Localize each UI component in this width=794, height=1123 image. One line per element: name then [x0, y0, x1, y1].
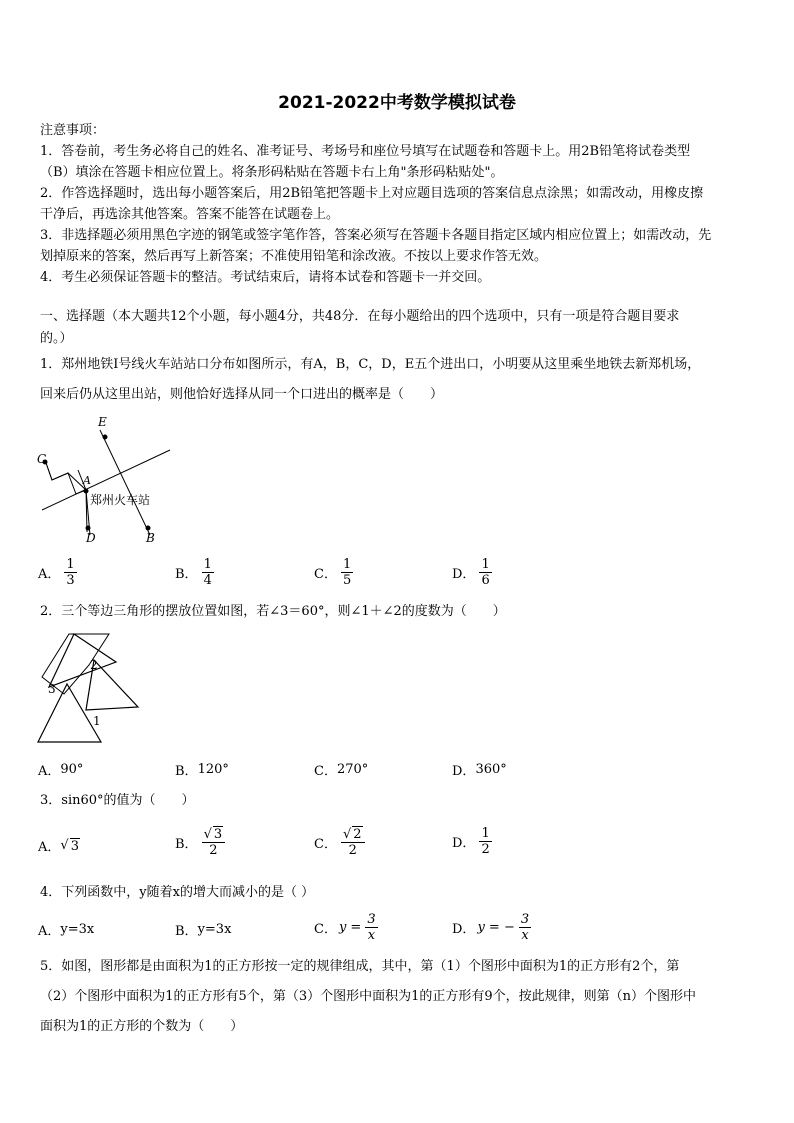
fraction	[479, 557, 491, 588]
label-E: E	[98, 415, 107, 429]
option-letter: C．	[314, 764, 337, 779]
question-5-text-cont: 面积为1的正方形的个数为（ ）	[40, 1019, 244, 1034]
q2-option-a	[38, 760, 83, 779]
q3-option-c	[314, 826, 365, 858]
numerator: 1	[481, 557, 490, 572]
fraction	[341, 826, 365, 858]
option-text: 90°	[60, 762, 84, 777]
option-text: y=3x	[60, 922, 95, 937]
q1-option-c	[314, 557, 353, 588]
q4-option-c	[314, 912, 378, 943]
angle-2-label: 2	[90, 658, 98, 672]
equation-lhs: y = −	[477, 920, 515, 935]
fraction	[64, 557, 76, 588]
notice-line: 1．答卷前，考生务必将自己的姓名、准考证号、考场号和座位号填写在试题卷和答题卡上。用2B铅笔将试卷类型	[40, 144, 691, 159]
option-letter: D．	[452, 567, 476, 582]
fraction	[479, 826, 491, 857]
q4-option-d	[452, 912, 531, 943]
option-letter: D．	[452, 764, 476, 779]
numerator: 1	[203, 557, 212, 572]
option-text: 270°	[336, 762, 369, 777]
option-text: y=3x	[197, 922, 232, 937]
fraction	[202, 826, 226, 858]
q2-option-d	[452, 760, 507, 779]
denominator: 6	[481, 573, 490, 588]
question-1-text-cont: 回来后仍从这里出站，则他恰好选择从同一个口进出的概率是（ ）	[40, 387, 444, 402]
q3-option-b	[175, 826, 225, 858]
angle-3-label: 3	[48, 682, 56, 696]
triangles-figure	[34, 632, 144, 747]
question-5-text: 5．如图，图形都是由面积为1的正方形按一定的规律组成，其中，第（1）个图形中面积为1的正方形有2个，第	[40, 959, 680, 974]
q2-option-b	[175, 760, 229, 779]
page-title: 2021-2022中考数学模拟试卷	[278, 93, 516, 113]
option-text: 120°	[197, 762, 229, 777]
radicand: 3	[213, 827, 223, 842]
q1-option-a	[38, 557, 77, 588]
numerator: 1	[66, 557, 75, 572]
option-letter: C．	[314, 922, 337, 937]
question-1-text: 1．郑州地铁Ⅰ号线火车站站口分布如图所示，有A，B，C，D，E五个进出口，小明要从这里乘坐地铁去新郑机场，	[40, 357, 701, 372]
q4-option-a	[38, 920, 94, 939]
option-letter: A．	[38, 840, 61, 855]
label-D: D	[86, 531, 96, 545]
equation-lhs: y =	[338, 920, 362, 935]
question-3-text: 3．sin60°的值为（ ）	[40, 793, 195, 808]
option-letter: B．	[175, 764, 198, 779]
notice-block	[40, 120, 760, 288]
notice-line: 划掉原来的答案，然后再写上新答案；不准使用铅笔和涂改液。不按以上要求作答无效。	[40, 249, 548, 264]
section-heading: 一、选择题（本大题共12个小题，每小题4分，共48分．在每小题给出的四个选项中，只有一项是符合题目要求	[40, 309, 680, 324]
notice-line: 4．考生必须保证答题卡的整洁。考试结束后，请将本试卷和答题卡一并交回。	[40, 270, 491, 285]
question-2-text: 2．三个等边三角形的摆放位置如图，若∠3＝60°，则∠1＋∠2的度数为（ ）	[40, 604, 506, 619]
numerator: √ 2	[341, 826, 365, 843]
radicand: 3	[70, 838, 79, 854]
option-letter: C．	[314, 836, 337, 852]
q3-option-a	[38, 836, 80, 855]
notice-line: （B）填涂在答题卡相应位置上。将条形码粘贴在答题卡右上角"条形码粘贴处"。	[40, 165, 504, 180]
q3-option-d	[452, 826, 492, 857]
label-C: C	[37, 452, 47, 466]
denominator: 2	[481, 842, 490, 857]
denominator: 5	[342, 573, 352, 588]
option-letter: C．	[314, 567, 337, 582]
fraction	[341, 557, 353, 588]
denominator: x	[367, 928, 376, 943]
option-letter: B．	[175, 567, 198, 582]
angle-1-label: 1	[93, 714, 101, 728]
q1-option-b	[175, 557, 214, 588]
denominator: 4	[203, 573, 212, 588]
option-letter: D．	[452, 922, 476, 937]
label-B: B	[146, 531, 155, 545]
option-letter: B．	[175, 836, 198, 852]
question-5-text-cont: （2）个图形中面积为1的正方形有5个，第（3）个图形中面积为1的正方形有9个，按此规律，则第（n）个图形中	[40, 989, 696, 1004]
option-letter: A．	[38, 924, 61, 939]
numerator: 3	[367, 912, 376, 927]
notice-line: 2．作答选择题时，选出每小题答案后，用2B铅笔把答题卡上对应题目选项的答案信息点涂黑；如需改动，用橡皮擦	[40, 186, 704, 201]
option-letter: B．	[175, 924, 198, 939]
label-station: 郑州火车站	[90, 493, 151, 507]
option-letter: A．	[38, 764, 61, 779]
label-A: A	[83, 474, 91, 487]
notice-heading: 注意事项：	[40, 123, 106, 138]
denominator: 3	[66, 573, 75, 588]
numerator: 1	[342, 557, 352, 572]
station-map-figure	[30, 410, 180, 550]
option-letter: D．	[452, 836, 476, 851]
q1-option-d	[452, 557, 492, 588]
option-letter: A．	[38, 567, 61, 582]
denominator: x	[521, 928, 529, 943]
numerator: 1	[481, 826, 490, 841]
notice-line: 干净后，再选涂其他答案。答案不能答在试题卷上。	[40, 207, 340, 222]
fraction	[365, 912, 377, 943]
denominator: 2	[348, 843, 357, 858]
fraction	[202, 557, 214, 588]
option-text: 360°	[475, 762, 507, 777]
fraction	[519, 912, 531, 943]
numerator: √ 3	[202, 826, 226, 843]
denominator: 2	[209, 843, 218, 858]
q4-option-b	[175, 920, 231, 939]
radicand: 2	[353, 827, 362, 842]
section-heading-cont: 的。）	[40, 331, 73, 346]
numerator: 3	[520, 912, 530, 927]
question-4-text: 4．下列函数中，y随着x的增大而减小的是（ ）	[40, 885, 315, 900]
q2-option-c	[314, 760, 368, 779]
notice-line: 3．非选择题必须用黑色字迹的钢笔或签字笔作答，答案必须写在答题卡各题目指定区域内相应位置上；如需改动，先	[40, 228, 712, 243]
sqrt-sign: √	[60, 838, 69, 853]
